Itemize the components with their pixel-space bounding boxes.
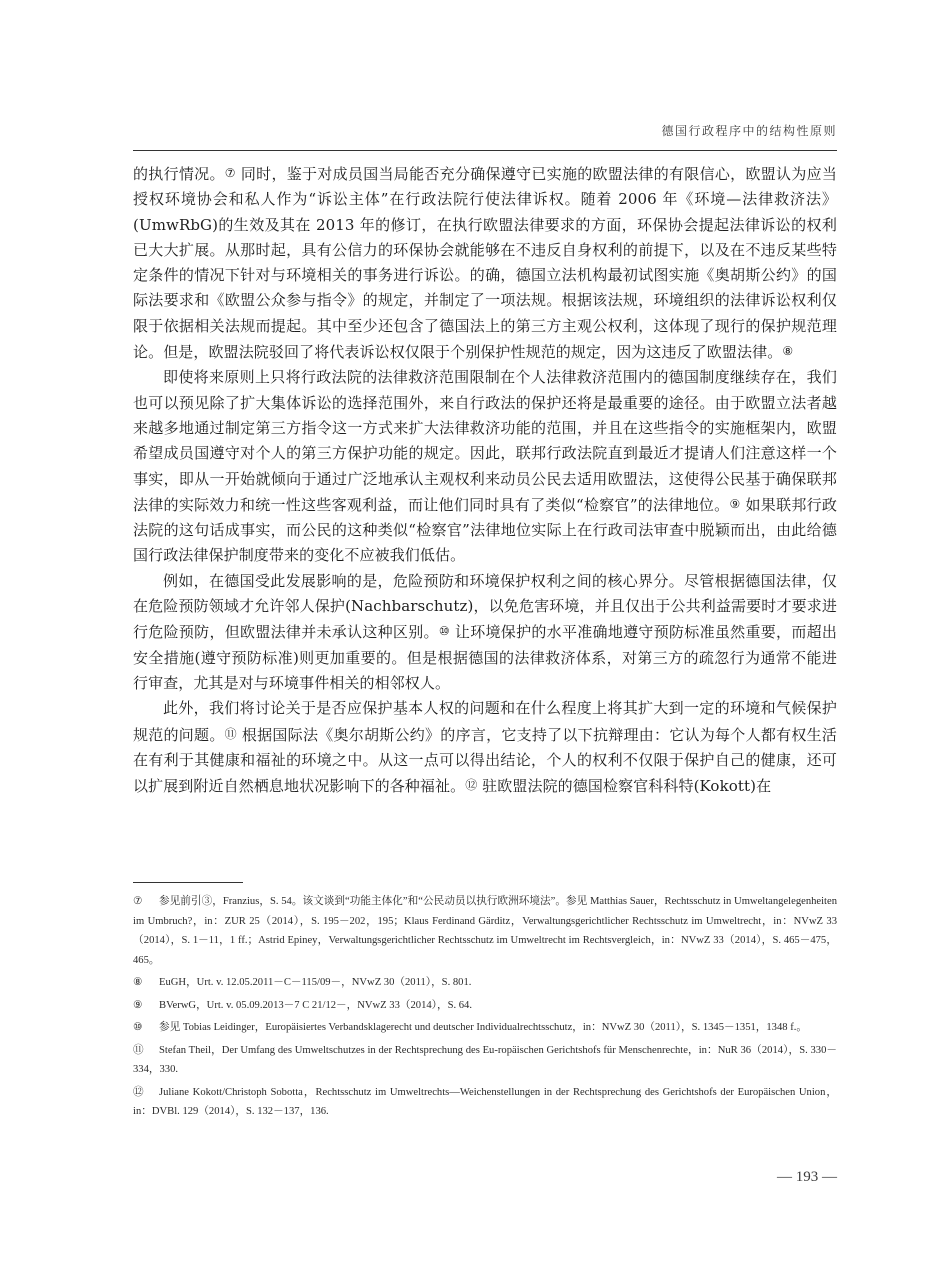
footnote-7 xyxy=(133,892,837,970)
paragraph-text: 同时，鉴于对成员国当局能否充分确保遵守已实施的欧盟法律的有限信心，欧盟认为应当授权环境协会和私人作为“诉讼主体”在行政法院行使法律诉权。随着 2006 年《环境—法律救济法》(UmwRbG)的生效及其在 2013 年的修订，在执行欧盟法律要求的方面，环保协会提起法律诉讼的权利已大大扩展。从那时起，具有公信力的环保协会就能够在不违反自身权利的前提下，以及在不违反某些特定条件的情况下针对与环境相关的事务进行诉讼。的确，德国立法机构最初试图实施《奥胡斯公约》的国际法要求和《欧盟公众参与指令》的规定，并制定了一项法规。根据该法规，环境组织的法律诉讼权利仅限于依据相关法规而提起。其中至少还包含了德国法上的第三方主观公权利，这体现了现行的保护规范理论。但是，欧盟法院驳回了将代表诉讼权仅限于个别保护性规范的规定，因为这违反了欧盟法律。 xyxy=(133,165,838,362)
footnote-number: ⑨ xyxy=(133,999,143,1011)
footnote-ref-7: ⑦ xyxy=(224,166,236,180)
footnote-ref-10: ⑩ xyxy=(438,624,450,639)
footnote-12 xyxy=(133,1083,837,1122)
footnote-ref-11: ⑪ xyxy=(224,726,237,741)
footnote-10 xyxy=(133,1018,837,1038)
footnote-number: ⑩ xyxy=(133,1022,143,1033)
footnote-text: 参见 Tobias Leidinger，Europäisiertes Verbandsklagerecht und deutscher Individualrechtsschutz，in：NVwZ 30（2011），S. 1345－1351，1348 f.。 xyxy=(159,1022,807,1033)
paragraph-text: 驻欧盟法院的德国检察官科科特(Kokott)在 xyxy=(477,777,772,796)
footnote-text: 参见前引③，Franzius，S. 54。该文谈到“功能主体化”和“公民动员以执行欧洲环境法”。参见 Matthias Sauer，Rechtsschutz in Umweltangelegenheiten im Umbruch?，in：ZUR 25（2014），S. 195－202，195；Klaus Ferdinand Gärditz，Verwaltungsgerichtlicher Rechtsschutz im Umweltrecht，in：NVwZ 33（2014），S. 1－11，1 ff.；Astrid Epiney，Verwaltungsgerichtlicher Rechtsschutz im Umweltrecht im Rechtsvergleich，in：NVwZ 33（2014），S. 465－475，465。 xyxy=(133,896,837,966)
paragraph-1 xyxy=(133,161,837,365)
footnote-text: EuGH，Urt. v. 12.05.2011－C－115/09－，NVwZ 30（2011），S. 801. xyxy=(159,977,472,988)
footnote-ref-12: ⑫ xyxy=(465,778,478,793)
page-number: — 193 — xyxy=(777,1169,837,1185)
footnote-number: ⑫ xyxy=(133,1086,144,1098)
footnote-ref-9: ⑨ xyxy=(729,496,741,511)
paragraph-text: 即使将来原则上只将行政法院的法律救济范围限制在个人法律救济范围内的德国制度继续存在，我们也可以预见除了扩大集体诉讼的选择范围外，来自行政法的保护还将是最重要的途径。由于欧盟立法者越来越多地通过制定第三方指令这一方式来扩大法律救济功能的范围，并且在这些指令的实施框架内，欧盟希望成员国遵守对个人的第三方保护功能的规定。因此，联邦行政法院直到最近才提请人们注意这样一个事实，即从一开始就倾向于通过广泛地承认主观权利来动员公民去适用欧盟法，这使得公民基于确保联邦法律的实际效力和统一性这些客观利益，而让他们同时具有了类似“检察官”的法律地位。 xyxy=(133,368,837,514)
paragraph-text: 此外，我们将讨论关于是否应保护基本人权的问题和在什么程度上将其扩大到一定的环境和气候保护规范的问题。 xyxy=(133,699,837,744)
paragraph-4 xyxy=(133,696,837,799)
footnote-rule xyxy=(133,882,243,883)
paragraph-text: 例如，在德国受此发展影响的是，危险预防和环境保护权利之间的核心界分。尽管根据德国法律，仅在危险预防领域才允许邻人保护(Nachbarschutz)，以免危害环境，并且仅出于公共利益需要时才要求进行危险预防，但欧盟法律并未承认这种区别。 xyxy=(133,571,837,642)
body-text xyxy=(133,161,837,799)
paragraph-3 xyxy=(133,569,837,696)
footnote-number: ⑧ xyxy=(133,977,143,988)
paragraph-2 xyxy=(133,365,837,568)
paragraph-text: 的执行情况。 xyxy=(133,165,225,183)
footnote-number: ⑦ xyxy=(133,896,143,907)
footnote-text: Stefan Theil，Der Umfang des Umweltschutzes in der Rechtsprechung des Eu-ropäischen Gerichtshofs für Menschenrechte，in：NuR 36（2014），S. 330－334，330. xyxy=(133,1044,837,1075)
paragraph-text: 如果联邦行政法院的这句话成事实，而公民的这种类似“检察官”法律地位实际上在行政司法审查中脱颖而出，由此给德国行政法律保护制度带来的变化不应被我们低估。 xyxy=(133,495,838,565)
running-header: 德国行政程序中的结构性原则 xyxy=(661,124,837,138)
footnote-number: ⑪ xyxy=(133,1044,144,1056)
footnote-ref-8: ⑧ xyxy=(782,344,794,359)
paragraph-text: 根据国际法《奥尔胡斯公约》的序言，它支持了以下抗辩理由：它认为每个人都有权生活在有利于其健康和福祉的环境之中。从这一点可以得出结论，个人的权利不仅限于保护自己的健康，还可以扩展到附近自然栖息地状况影响下的各种福祉。 xyxy=(133,725,837,796)
paragraph-text: 让环境保护的水平准确地遵守预防标准虽然重要，而超出安全措施(遵守预防标准)则更加重要的。但是根据德国的法律救济体系，对第三方的疏忽行为通常不能进行审查，尤其是对与环境事件相关的相邻权人。 xyxy=(133,623,838,692)
footnote-text: Juliane Kokott/Christoph Sobotta，Rechtsschutz im Umweltrechts—Weichenstellungen in der Rechtsprechung des Gerichtshofs der Europäischen Union，in：DVBl. 129（2014），S. 132－137，136. xyxy=(133,1086,837,1117)
footnote-9 xyxy=(133,996,837,1016)
footnote-11 xyxy=(133,1041,837,1080)
footnote-8 xyxy=(133,973,837,993)
footnotes xyxy=(133,892,837,1125)
header-rule xyxy=(133,150,837,151)
footnote-text: BVerwG，Urt. v. 05.09.2013－7 C 21/12－，NVwZ 33（2014），S. 64. xyxy=(159,999,472,1011)
